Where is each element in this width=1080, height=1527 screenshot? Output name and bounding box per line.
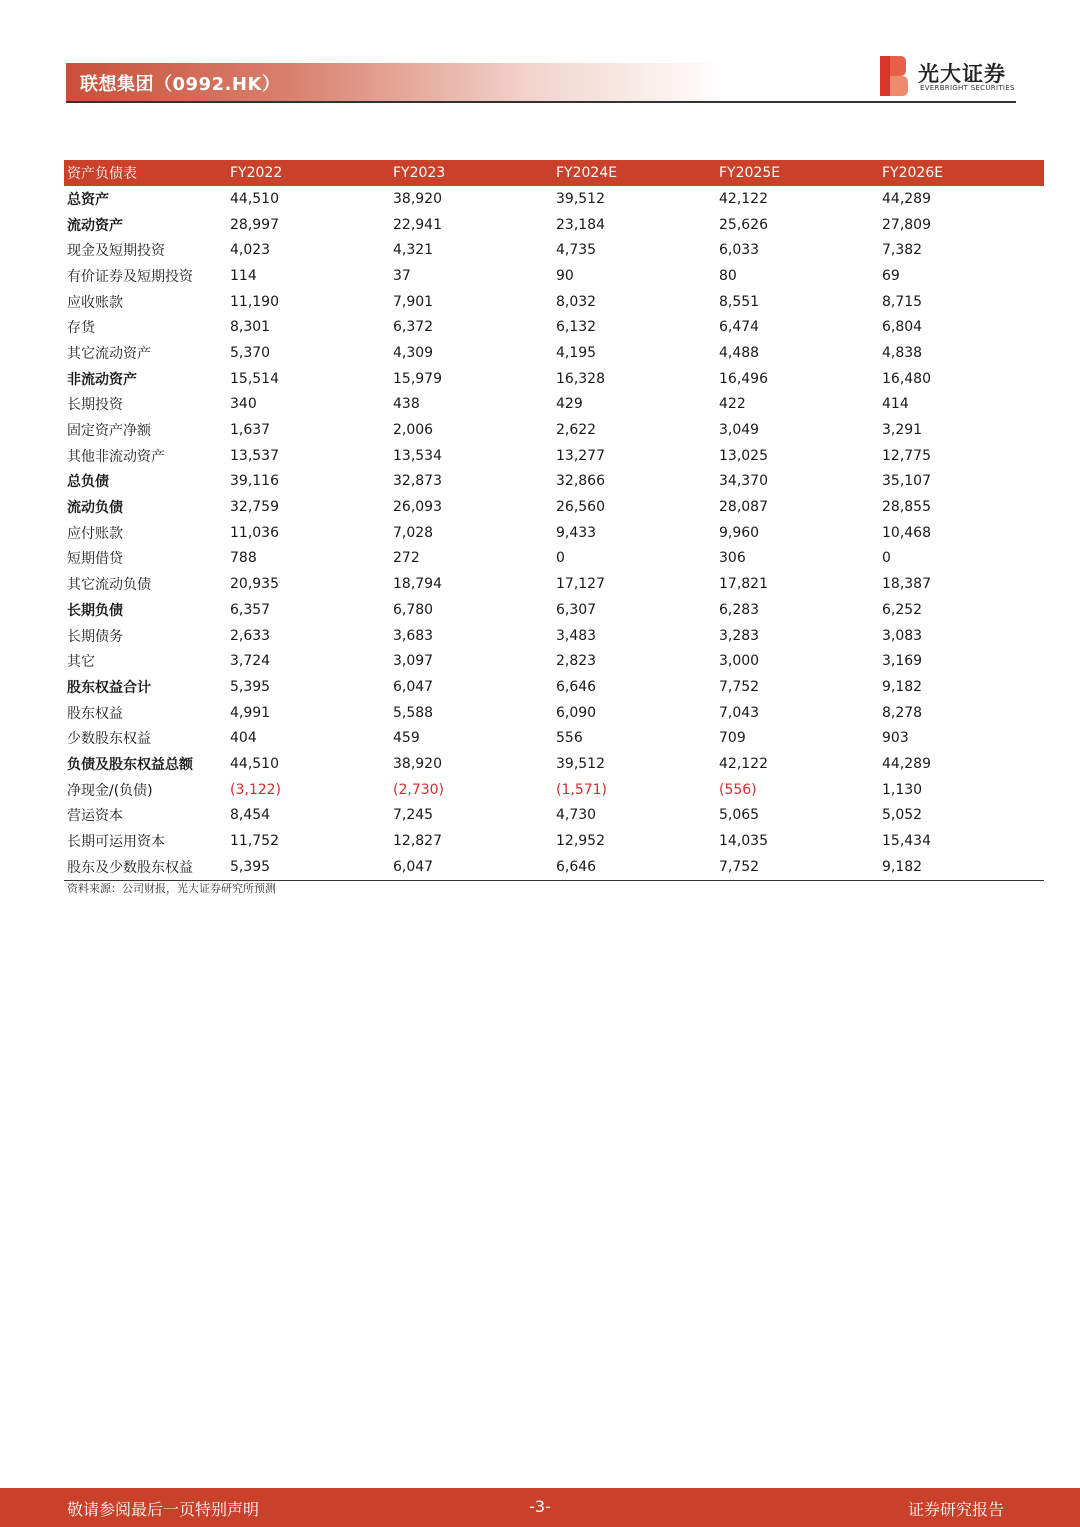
table-cell: 5,370 [230, 344, 271, 361]
table-cell: 5,588 [393, 704, 434, 721]
table-cell: 13,277 [556, 447, 605, 464]
table-cell: 14,035 [719, 833, 768, 850]
table-cell: 17,821 [719, 576, 768, 593]
table-row [64, 623, 1044, 649]
table-cell: 4,321 [393, 242, 434, 259]
table-cell: 15,979 [393, 370, 442, 387]
row-label: 非流动资产 [67, 371, 137, 388]
table-row [64, 546, 1044, 572]
table-cell: 2,622 [556, 422, 597, 439]
table-cell: 28,087 [719, 499, 768, 516]
table-cell: 459 [393, 730, 420, 747]
table-cell: 44,289 [882, 190, 931, 207]
table-cell: 32,759 [230, 499, 279, 516]
row-label: 现金及短期投资 [67, 243, 165, 260]
table-cell: 15,514 [230, 370, 279, 387]
table-cell: 3,483 [556, 627, 597, 644]
table-cell: 44,289 [882, 755, 931, 772]
table-row [64, 340, 1044, 366]
table-cell: 35,107 [882, 473, 931, 490]
table-cell: 39,116 [230, 473, 279, 490]
row-label: 应付账款 [67, 525, 123, 542]
table-cell: 340 [230, 396, 257, 413]
table-cell: 2,633 [230, 627, 271, 644]
column-header: FY2022 [230, 165, 283, 181]
table-row [64, 366, 1044, 392]
table-cell: 12,775 [882, 447, 931, 464]
table-cell: 8,454 [230, 807, 271, 824]
table-cell: 80 [719, 267, 737, 284]
column-header: FY2025E [719, 165, 781, 181]
table-cell: 2,823 [556, 653, 597, 670]
row-label: 存货 [67, 320, 95, 337]
table-cell: 8,715 [882, 293, 923, 310]
table-cell: 3,169 [882, 653, 923, 670]
row-label: 短期借贷 [67, 551, 123, 568]
table-cell: 44,510 [230, 190, 279, 207]
table-cell: 6,780 [393, 601, 434, 618]
table-cell: 5,065 [719, 807, 760, 824]
table-cell: 6,090 [556, 704, 597, 721]
table-cell: 28,997 [230, 216, 279, 233]
row-label: 固定资产净额 [67, 423, 151, 440]
logo-cn-text: 光大证券 [918, 62, 1006, 86]
table-row [64, 392, 1044, 418]
table-cell: 6,252 [882, 601, 923, 618]
row-label: 长期负债 [67, 602, 123, 619]
table-cell: 5,395 [230, 678, 271, 695]
table-cell: 6,357 [230, 601, 271, 618]
table-cell: 26,093 [393, 499, 442, 516]
table-cell: 4,991 [230, 704, 271, 721]
table-row [64, 751, 1044, 777]
table-cell: 9,960 [719, 524, 760, 541]
row-label: 少数股东权益 [67, 731, 151, 748]
table-cell: 6,047 [393, 858, 434, 875]
table-cell: 11,190 [230, 293, 279, 310]
table-cell: 6,047 [393, 678, 434, 695]
row-label: 其它流动负债 [67, 577, 151, 594]
table-row [64, 417, 1044, 443]
table-cell: 7,382 [882, 242, 923, 259]
table-cell: 37 [393, 267, 411, 284]
table-cell: 16,328 [556, 370, 605, 387]
table-cell: 9,182 [882, 858, 923, 875]
table-row [64, 494, 1044, 520]
table-cell: 20,935 [230, 576, 279, 593]
table-cell: 6,646 [556, 858, 597, 875]
table-cell: 3,724 [230, 653, 271, 670]
table-cell: 6,372 [393, 319, 434, 336]
row-label: 总负债 [67, 474, 109, 491]
table-cell: 6,283 [719, 601, 760, 618]
row-label: 股东及少数股东权益 [67, 859, 193, 876]
row-label: 流动资产 [67, 217, 123, 234]
table-cell: 12,827 [393, 833, 442, 850]
table-row [64, 289, 1044, 315]
row-label: 长期可运用资本 [67, 834, 165, 851]
table-cell: 7,043 [719, 704, 760, 721]
table-row [64, 597, 1044, 623]
table-cell: 114 [230, 267, 257, 284]
table-cell: 11,752 [230, 833, 279, 850]
column-header: FY2026E [882, 165, 944, 181]
table-cell: 8,278 [882, 704, 923, 721]
table-cell: 429 [556, 396, 583, 413]
page-number: -3- [529, 1497, 551, 1516]
table-cell: 16,496 [719, 370, 768, 387]
table-cell: 27,809 [882, 216, 931, 233]
table-cell: 788 [230, 550, 257, 567]
table-cell: 23,184 [556, 216, 605, 233]
row-label: 股东权益合计 [67, 679, 151, 696]
table-cell: 44,510 [230, 755, 279, 772]
table-row [64, 520, 1044, 546]
table-row [64, 803, 1044, 829]
table-row [64, 828, 1044, 854]
table-cell: 32,866 [556, 473, 605, 490]
table-cell: 6,646 [556, 678, 597, 695]
table-row [64, 648, 1044, 674]
table-cell: 4,488 [719, 344, 760, 361]
balance-sheet-table [64, 160, 1044, 881]
table-cell: 11,036 [230, 524, 279, 541]
table-cell: 39,512 [556, 190, 605, 207]
table-cell: 13,537 [230, 447, 279, 464]
table-cell: 306 [719, 550, 746, 567]
table-cell: 0 [556, 550, 565, 567]
table-row [64, 263, 1044, 289]
row-label: 应收账款 [67, 294, 123, 311]
header-divider [66, 101, 1016, 103]
table-cell: 414 [882, 396, 909, 413]
table-cell: 4,195 [556, 344, 597, 361]
table-cell: 38,920 [393, 190, 442, 207]
row-label: 净现金/(负债) [67, 782, 153, 799]
table-cell: (3,122) [230, 781, 282, 798]
everbright-logo [878, 56, 1018, 98]
row-label: 营运资本 [67, 808, 123, 825]
table-cell: 4,838 [882, 344, 923, 361]
table-header-row [64, 160, 1044, 186]
source-note: 资料来源：公司财报，光大证券研究所预测 [67, 882, 276, 895]
table-cell: 9,433 [556, 524, 597, 541]
table-cell: 7,901 [393, 293, 434, 310]
row-label: 有价证券及短期投资 [67, 268, 193, 285]
page-footer [0, 1488, 1080, 1527]
row-label: 其它 [67, 654, 95, 671]
table-cell: 10,468 [882, 524, 931, 541]
table-cell: 3,291 [882, 422, 923, 439]
table-cell: 1,130 [882, 781, 923, 798]
row-label: 负债及股东权益总额 [67, 756, 193, 773]
table-cell: 4,023 [230, 242, 271, 259]
table-cell: 7,752 [719, 858, 760, 875]
table-cell: 28,855 [882, 499, 931, 516]
table-cell: 39,512 [556, 755, 605, 772]
table-cell: 6,033 [719, 242, 760, 259]
table-cell: 13,025 [719, 447, 768, 464]
table-cell: 16,480 [882, 370, 931, 387]
table-row [64, 725, 1044, 751]
row-label: 长期投资 [67, 397, 123, 414]
report-company-title: 联想集团（0992.HK） [80, 74, 281, 95]
table-row [64, 777, 1044, 803]
table-cell: 17,127 [556, 576, 605, 593]
table-cell: 34,370 [719, 473, 768, 490]
table-cell: 42,122 [719, 755, 768, 772]
table-cell: 903 [882, 730, 909, 747]
table-cell: 3,683 [393, 627, 434, 644]
table-cell: 13,534 [393, 447, 442, 464]
table-cell: 8,032 [556, 293, 597, 310]
row-label: 流动负债 [67, 500, 123, 517]
table-cell: 69 [882, 267, 900, 284]
report-type: 证券研究报告 [907, 1500, 1004, 1519]
table-cell: 9,182 [882, 678, 923, 695]
logo-en-text: EVERBRIGHT SECURITIES [920, 84, 1015, 92]
table-cell: 4,309 [393, 344, 434, 361]
table-cell: 7,752 [719, 678, 760, 695]
table-cell: (1,571) [556, 781, 608, 798]
table-row [64, 186, 1044, 212]
table-cell: 5,395 [230, 858, 271, 875]
table-cell: 22,941 [393, 216, 442, 233]
table-cell: 438 [393, 396, 420, 413]
table-cell: 15,434 [882, 833, 931, 850]
table-cell: 7,028 [393, 524, 434, 541]
table-cell: 709 [719, 730, 746, 747]
row-label: 股东权益 [67, 705, 123, 722]
table-row [64, 571, 1044, 597]
table-cell: (2,730) [393, 781, 445, 798]
table-cell: 26,560 [556, 499, 605, 516]
table-cell: 42,122 [719, 190, 768, 207]
table-row [64, 854, 1044, 880]
table-cell: 6,804 [882, 319, 923, 336]
disclaimer-note: 敬请参阅最后一页特别声明 [67, 1500, 260, 1519]
table-cell: 272 [393, 550, 420, 567]
everbright-logo-icon [878, 56, 908, 96]
row-label: 总资产 [67, 191, 109, 208]
table-cell: 4,735 [556, 242, 597, 259]
row-label: 长期债务 [67, 628, 123, 645]
table-cell: 3,000 [719, 653, 760, 670]
table-row [64, 469, 1044, 495]
table-cell: 7,245 [393, 807, 434, 824]
table-cell: 8,301 [230, 319, 271, 336]
table-row [64, 674, 1044, 700]
table-cell: 6,474 [719, 319, 760, 336]
table-cell: 2,006 [393, 422, 434, 439]
row-label: 其他非流动资产 [67, 448, 165, 465]
table-cell: 3,083 [882, 627, 923, 644]
table-cell: 38,920 [393, 755, 442, 772]
table-cell: 25,626 [719, 216, 768, 233]
table-cell: 18,387 [882, 576, 931, 593]
table-cell: 0 [882, 550, 891, 567]
table-cell: 404 [230, 730, 257, 747]
column-header: FY2023 [393, 165, 446, 181]
table-cell: 6,132 [556, 319, 597, 336]
table-row [64, 314, 1044, 340]
row-label: 其它流动资产 [67, 345, 151, 362]
table-cell: 4,730 [556, 807, 597, 824]
table-cell: 18,794 [393, 576, 442, 593]
table-row [64, 700, 1044, 726]
table-cell: 3,049 [719, 422, 760, 439]
table-cell: 556 [556, 730, 583, 747]
column-header: FY2024E [556, 165, 618, 181]
table-cell: 5,052 [882, 807, 923, 824]
table-cell: (556) [719, 781, 757, 798]
table-cell: 1,637 [230, 422, 271, 439]
table-cell: 3,283 [719, 627, 760, 644]
table-cell: 32,873 [393, 473, 442, 490]
column-header: 资产负债表 [67, 166, 137, 182]
table-cell: 422 [719, 396, 746, 413]
table-cell: 90 [556, 267, 574, 284]
table-row [64, 212, 1044, 238]
table-row [64, 237, 1044, 263]
table-cell: 12,952 [556, 833, 605, 850]
table-cell: 8,551 [719, 293, 760, 310]
table-cell: 6,307 [556, 601, 597, 618]
table-row [64, 443, 1044, 469]
table-body [64, 186, 1044, 880]
table-cell: 3,097 [393, 653, 434, 670]
